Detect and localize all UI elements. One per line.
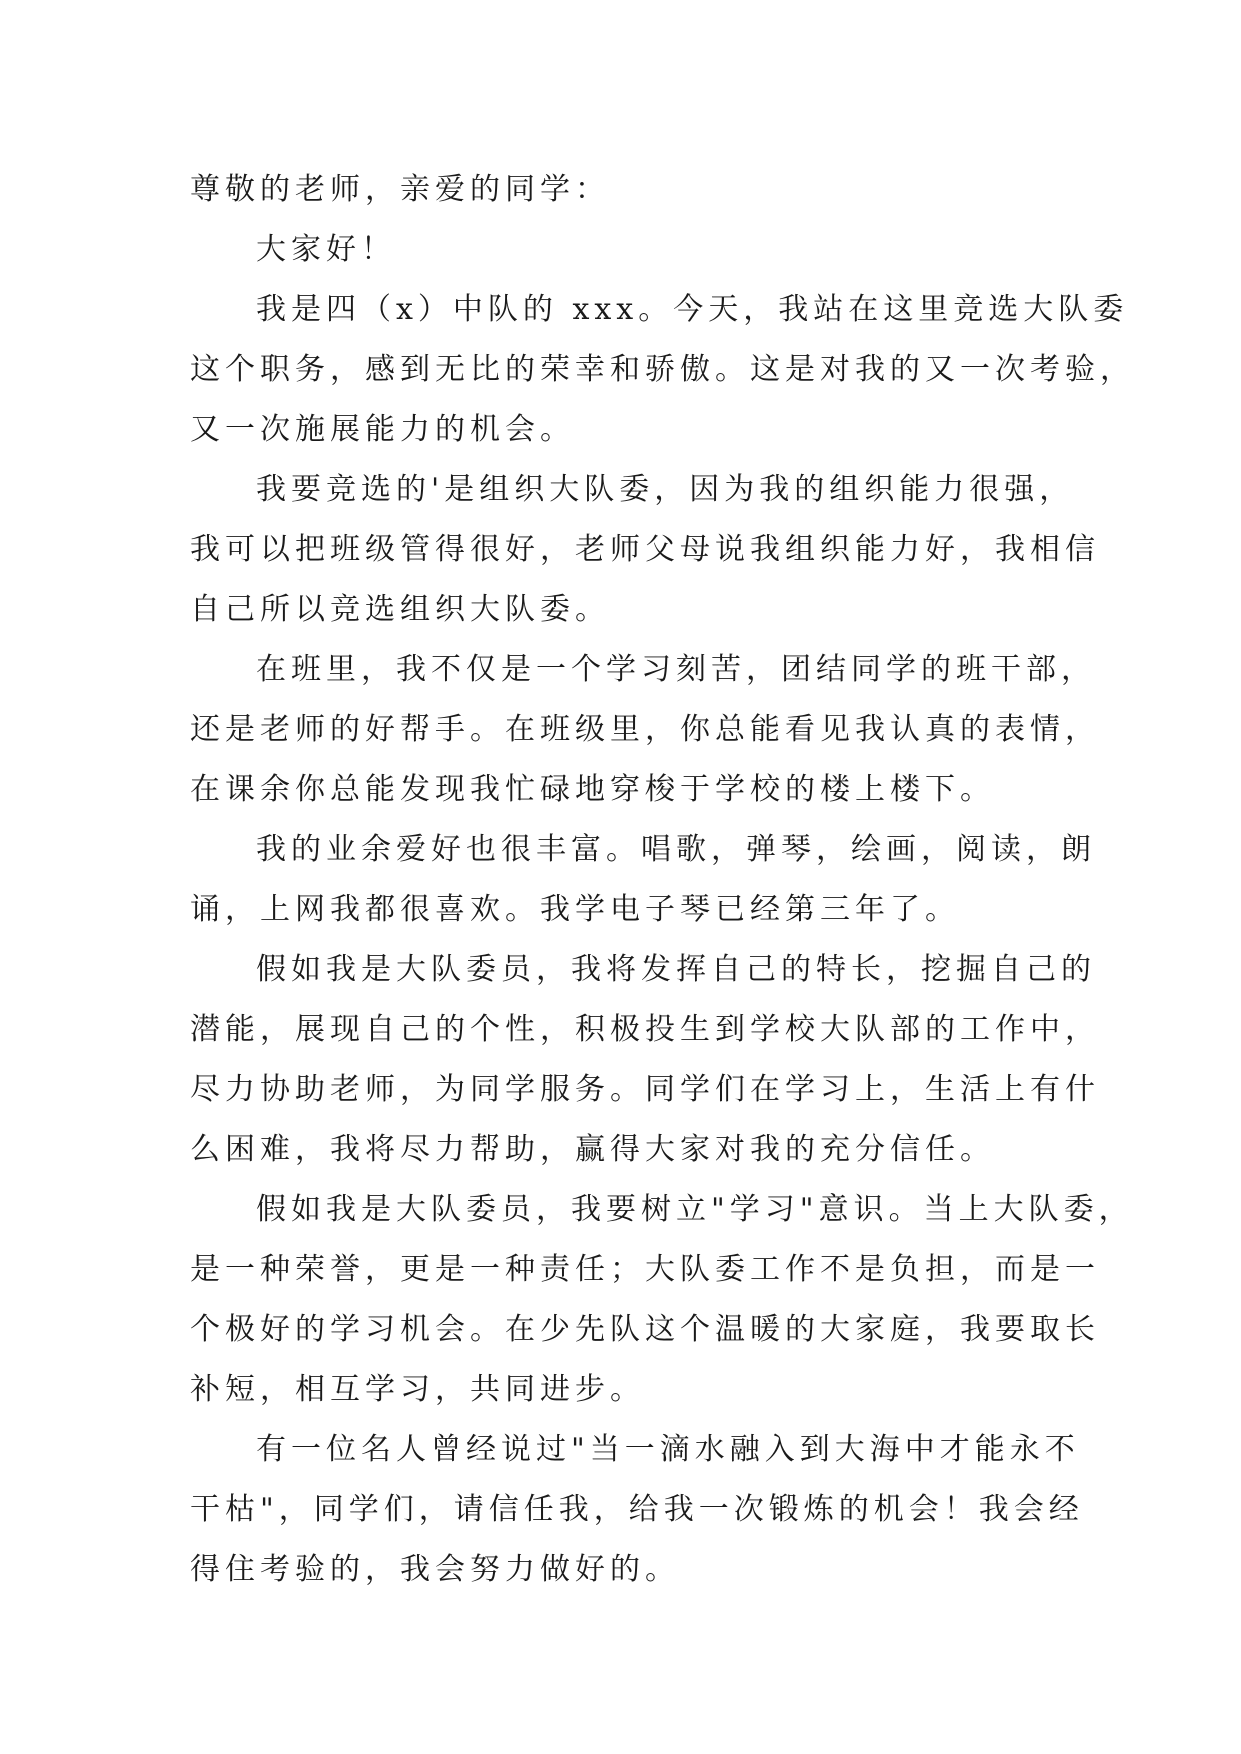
paragraph-5-line-4: 么困难，我将尽力帮助，赢得大家对我的充分信任。: [190, 1132, 995, 1167]
salutation: 尊敬的老师，亲爱的同学：: [190, 172, 610, 207]
paragraph-1-line-2: 这个职务，感到无比的荣幸和骄傲。这是对我的又一次考验，: [190, 352, 1135, 387]
paragraph-7-line-1: 有一位名人曾经说过"当一滴水融入到大海中才能永不: [256, 1432, 1080, 1467]
paragraph-6-line-4: 补短，相互学习，共同进步。: [190, 1372, 645, 1407]
greeting: 大家好！: [256, 232, 396, 267]
paragraph-1-line-1: 我是四（x）中队的 xxx。今天，我站在这里竞选大队委: [256, 292, 1129, 327]
paragraph-3-line-2: 还是老师的好帮手。在班级里，你总能看见我认真的表情，: [190, 712, 1100, 747]
paragraph-1-line-3: 又一次施展能力的机会。: [190, 412, 575, 447]
paragraph-4-line-2: 诵，上网我都很喜欢。我学电子琴已经第三年了。: [190, 892, 960, 927]
paragraph-3-line-3: 在课余你总能发现我忙碌地穿梭于学校的楼上楼下。: [190, 772, 995, 807]
paragraph-2-line-2: 我可以把班级管得很好，老师父母说我组织能力好，我相信: [190, 532, 1100, 567]
speech-text: [190, 160, 1135, 1600]
paragraph-6-line-2: 是一种荣誉，更是一种责任；大队委工作不是负担，而是一: [190, 1252, 1100, 1287]
paragraph-5-line-1: 假如我是大队委员，我将发挥自己的特长，挖掘自己的: [256, 952, 1096, 987]
paragraph-6-line-3: 个极好的学习机会。在少先队这个温暖的大家庭，我要取长: [190, 1312, 1100, 1347]
paragraph-5-line-3: 尽力协助老师，为同学服务。同学们在学习上，生活上有什: [190, 1072, 1100, 1107]
paragraph-2-line-1: 我要竞选的'是组织大队委，因为我的组织能力很强，: [256, 472, 1075, 507]
paragraph-7-line-3: 得住考验的，我会努力做好的。: [190, 1552, 680, 1587]
paragraph-2-line-3: 自己所以竞选组织大队委。: [190, 592, 610, 627]
paragraph-6-line-1: 假如我是大队委员，我要树立"学习"意识。当上大队委，: [256, 1192, 1134, 1227]
paragraph-5-line-2: 潜能，展现自己的个性，积极投生到学校大队部的工作中，: [190, 1012, 1100, 1047]
paragraph-4-line-1: 我的业余爱好也很丰富。唱歌，弹琴，绘画，阅读，朗: [256, 832, 1096, 867]
paragraph-3-line-1: 在班里，我不仅是一个学习刻苦，团结同学的班干部，: [256, 652, 1096, 687]
paragraph-7-line-2: 干枯"，同学们，请信任我，给我一次锻炼的机会！我会经: [190, 1492, 1084, 1527]
